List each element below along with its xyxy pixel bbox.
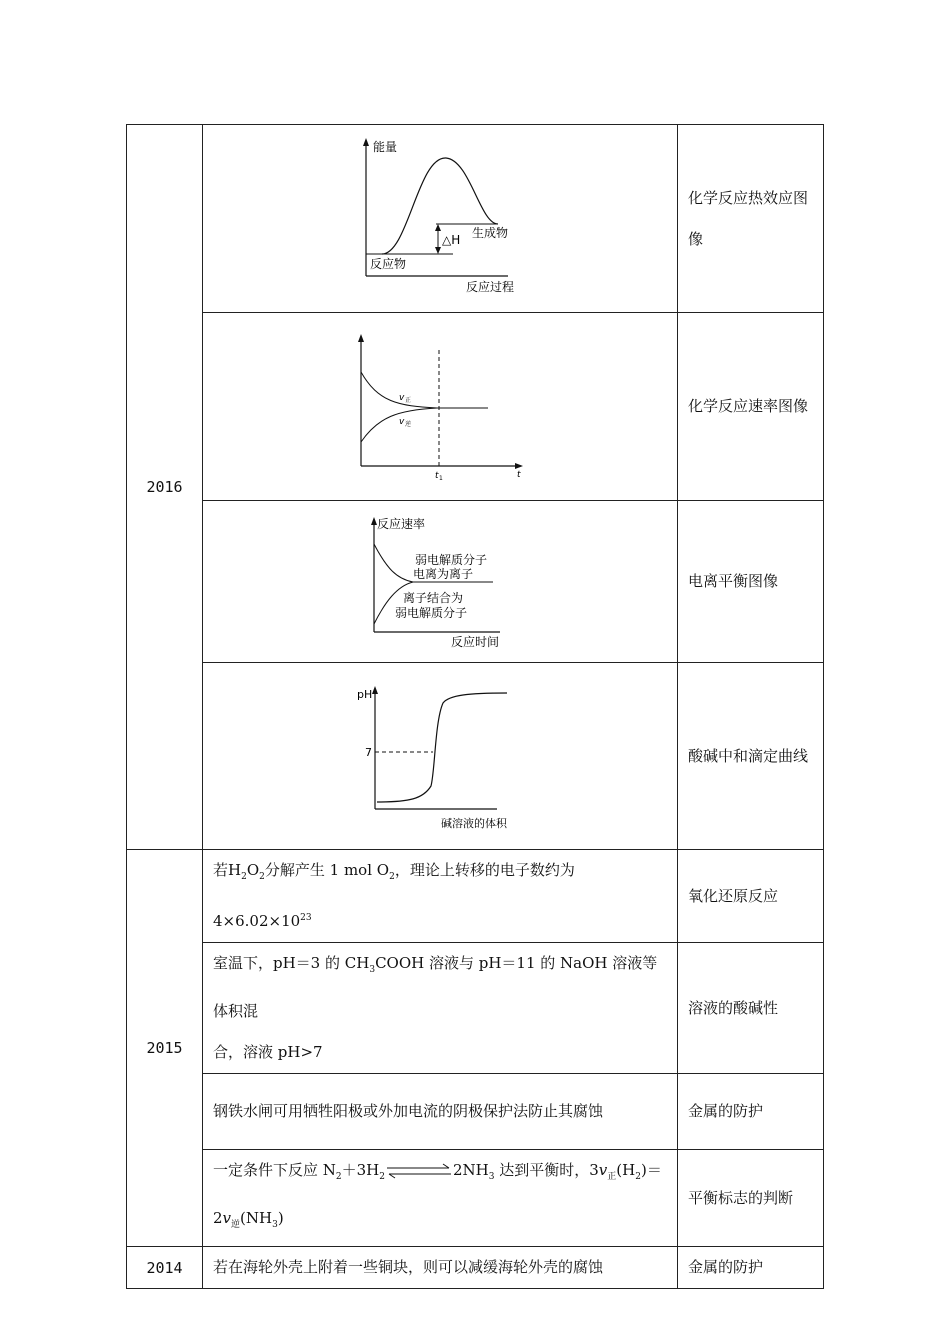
text-span: (H — [616, 1161, 636, 1179]
text-span: ，理论上转移的电子数约为 — [394, 861, 575, 879]
content-cell: 若在海轮外壳上附着一些铜块，则可以减缓海轮外壳的腐蚀 — [203, 1247, 678, 1289]
v-reverse-sub: 逆 — [405, 420, 412, 428]
product-label: 生成物 — [472, 226, 509, 240]
t1-label: t — [435, 470, 439, 481]
text-span: 室温下，pH＝3 的 CH — [213, 954, 370, 972]
table-row — [127, 1247, 824, 1289]
delta-h-label: △H — [442, 233, 461, 247]
table-row — [127, 943, 824, 1074]
equilibrium-arrow-icon — [385, 1163, 453, 1179]
sub-span: 2 — [335, 1172, 342, 1182]
content-cell — [203, 943, 678, 1074]
reactant-label: 反应物 — [370, 257, 407, 271]
text-span: 一定条件下反应 N — [213, 1161, 336, 1179]
ion-ylabel-text: 反应速率 — [377, 517, 426, 531]
topic-cell: 金属的防护 — [678, 1074, 824, 1150]
figure-cell-rate — [203, 313, 678, 501]
figure-cell-heat — [203, 125, 678, 313]
sub-span: 2 — [241, 872, 247, 882]
table-row — [127, 850, 824, 943]
sub-span: 2 — [379, 1172, 385, 1182]
text-span: 合，溶液 pH>7 — [213, 1043, 323, 1061]
heat-xlabel: 反应过程 — [466, 280, 515, 294]
titration-xlabel: 碱溶液的体积 — [441, 817, 507, 830]
ion-lower-1: 离子结合为 — [403, 591, 464, 605]
rate-xlabel: t — [517, 469, 521, 480]
ion-upper-2: 电离为离子 — [413, 567, 474, 581]
ion-upper-1: 弱电解质分子 — [415, 553, 488, 567]
sub-span: 逆 — [231, 1220, 241, 1230]
t1-sub: 1 — [439, 474, 443, 482]
figure-cell-titration — [203, 663, 678, 850]
text-span: 2NH — [453, 1161, 489, 1179]
text-span: )＝ — [640, 1161, 662, 1179]
topic-cell: 氧化还原反应 — [678, 850, 824, 943]
ph-tick-7: 7 — [365, 746, 372, 759]
topic-cell: 金属的防护 — [678, 1247, 824, 1289]
rate-figure — [353, 332, 525, 482]
topic-cell: 化学反应速率图像 — [678, 313, 824, 501]
text-span: ＋3H — [341, 1161, 380, 1179]
text-span: 4×6.02×10 — [213, 912, 301, 930]
text-span: 若H — [213, 861, 242, 879]
sub-span: 3 — [488, 1172, 495, 1182]
year-cell-2016: 2016 — [127, 125, 203, 850]
text-span: ) — [277, 1209, 284, 1227]
ion-lower-2: 弱电解质分子 — [395, 606, 468, 620]
titration-figure — [349, 681, 529, 831]
table-row — [127, 313, 824, 501]
v-forward-sub: 正 — [405, 396, 412, 404]
sub-span: 正 — [607, 1172, 617, 1182]
topic-cell: 平衡标志的判断 — [678, 1150, 824, 1247]
topic-cell: 电离平衡图像 — [678, 501, 824, 663]
sup-span: 23 — [300, 913, 312, 923]
table-row — [127, 125, 824, 313]
content-cell — [203, 1150, 678, 1247]
heat-ylabel: 能量 — [373, 140, 398, 154]
year-cell-2014: 2014 — [127, 1247, 203, 1289]
figure-cell-ionization — [203, 501, 678, 663]
topic-cell: 溶液的酸碱性 — [678, 943, 824, 1074]
table-row — [127, 1074, 824, 1150]
text-span: 分解产生 1 mol O — [264, 861, 390, 879]
year-cell-2015: 2015 — [127, 850, 203, 1247]
heat-effect-figure — [358, 136, 528, 301]
v-reverse-label: v — [399, 416, 405, 427]
text-span: COOH 溶液与 pH＝11 的 NaOH 溶液等体积混 — [213, 954, 658, 1020]
exam-table — [126, 124, 824, 1289]
sub-span: 2 — [389, 872, 395, 882]
content-cell: 钢铁水闸可用牺牲阳极或外加电流的阴极保护法防止其腐蚀 — [203, 1074, 678, 1150]
ph-ylabel: pH — [357, 688, 373, 701]
table-row — [127, 663, 824, 850]
ionization-figure — [365, 514, 525, 649]
topic-cell: 酸碱中和滴定曲线 — [678, 663, 824, 850]
sub-span: 2 — [259, 872, 265, 882]
text-span: (NH — [240, 1209, 273, 1227]
text-span: O — [246, 861, 260, 879]
table-row — [127, 501, 824, 663]
ion-xlabel: 反应时间 — [451, 635, 500, 649]
sub-span: 3 — [369, 965, 376, 975]
text-span: 达到平衡时，3 — [494, 1161, 599, 1179]
velocity-symbol: v — [222, 1209, 232, 1227]
velocity-symbol: v — [598, 1161, 608, 1179]
content-cell — [203, 850, 678, 943]
sub-span: 3 — [272, 1220, 278, 1230]
topic-cell: 化学反应热效应图像 — [678, 125, 824, 313]
text-span: 2 — [213, 1209, 223, 1227]
v-forward-label: v — [399, 392, 405, 403]
sub-span: 2 — [635, 1172, 641, 1182]
table-row — [127, 1150, 824, 1247]
